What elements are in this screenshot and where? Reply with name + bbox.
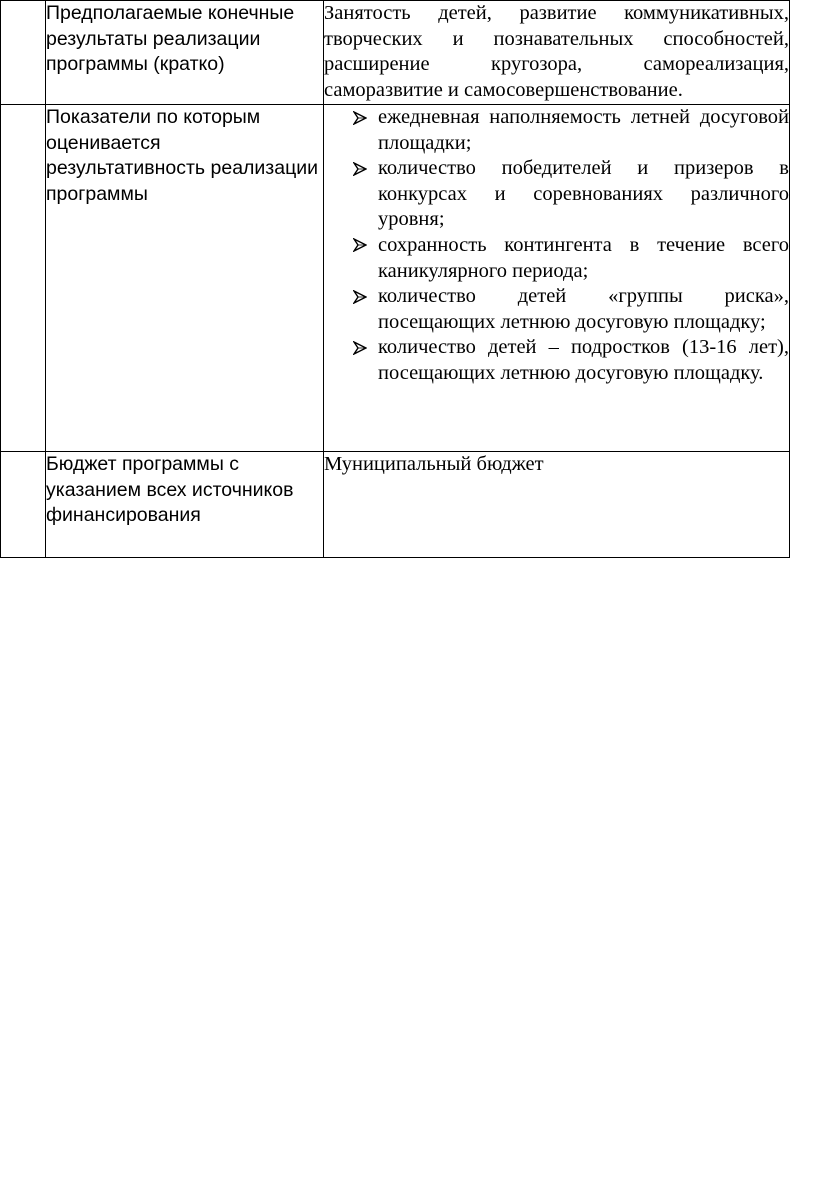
table-row [1, 1, 790, 105]
program-passport-table [0, 0, 790, 558]
list-item [320, 284, 789, 335]
budget-label: Бюджет программы с указанием всех источников финансирования [46, 452, 324, 558]
table-row [1, 452, 790, 558]
table-row [1, 105, 790, 452]
results-label: Предполагаемые конечные результаты реализации программы (кратко) [46, 1, 324, 105]
list-item [320, 156, 789, 233]
list-item [320, 105, 789, 156]
arrowhead-bullet-icon [350, 335, 370, 360]
list-item-text: количество победителей и призеров в конкурсах и соревнованиях различного уровня; [378, 157, 789, 231]
row-number-cell [1, 1, 46, 105]
list-item-text: количество детей – подростков (13-16 лет), посещающих летнюю досуговую площадку. [378, 336, 789, 384]
arrowhead-bullet-icon [350, 156, 370, 181]
arrowhead-bullet-icon [350, 284, 370, 309]
list-item-text: сохранность контингента в течение всего каникулярного периода; [378, 233, 789, 282]
list-item [320, 233, 789, 284]
row-number-cell [1, 105, 46, 452]
list-item-text: ежедневная наполняемость летней досуговой площадки; [378, 106, 789, 154]
indicators-list [324, 105, 789, 387]
budget-value: Муниципальный бюджет [324, 452, 790, 558]
indicators-value [324, 105, 790, 452]
list-item-text: количество детей «группы риска», посещающих летнюю досуговую площадку; [378, 285, 789, 333]
row-number-cell [1, 452, 46, 558]
arrowhead-bullet-icon [350, 105, 370, 130]
indicators-label: Показатели по которым оценивается результативность реализации программы [46, 105, 324, 452]
results-value: Занятость детей, развитие коммуникативных, творческих и познавательных способностей, расширение кругозора, самореализация, саморазвитие и самосовершенствование. [324, 1, 790, 105]
arrowhead-bullet-icon [350, 233, 370, 258]
list-item [320, 335, 789, 386]
